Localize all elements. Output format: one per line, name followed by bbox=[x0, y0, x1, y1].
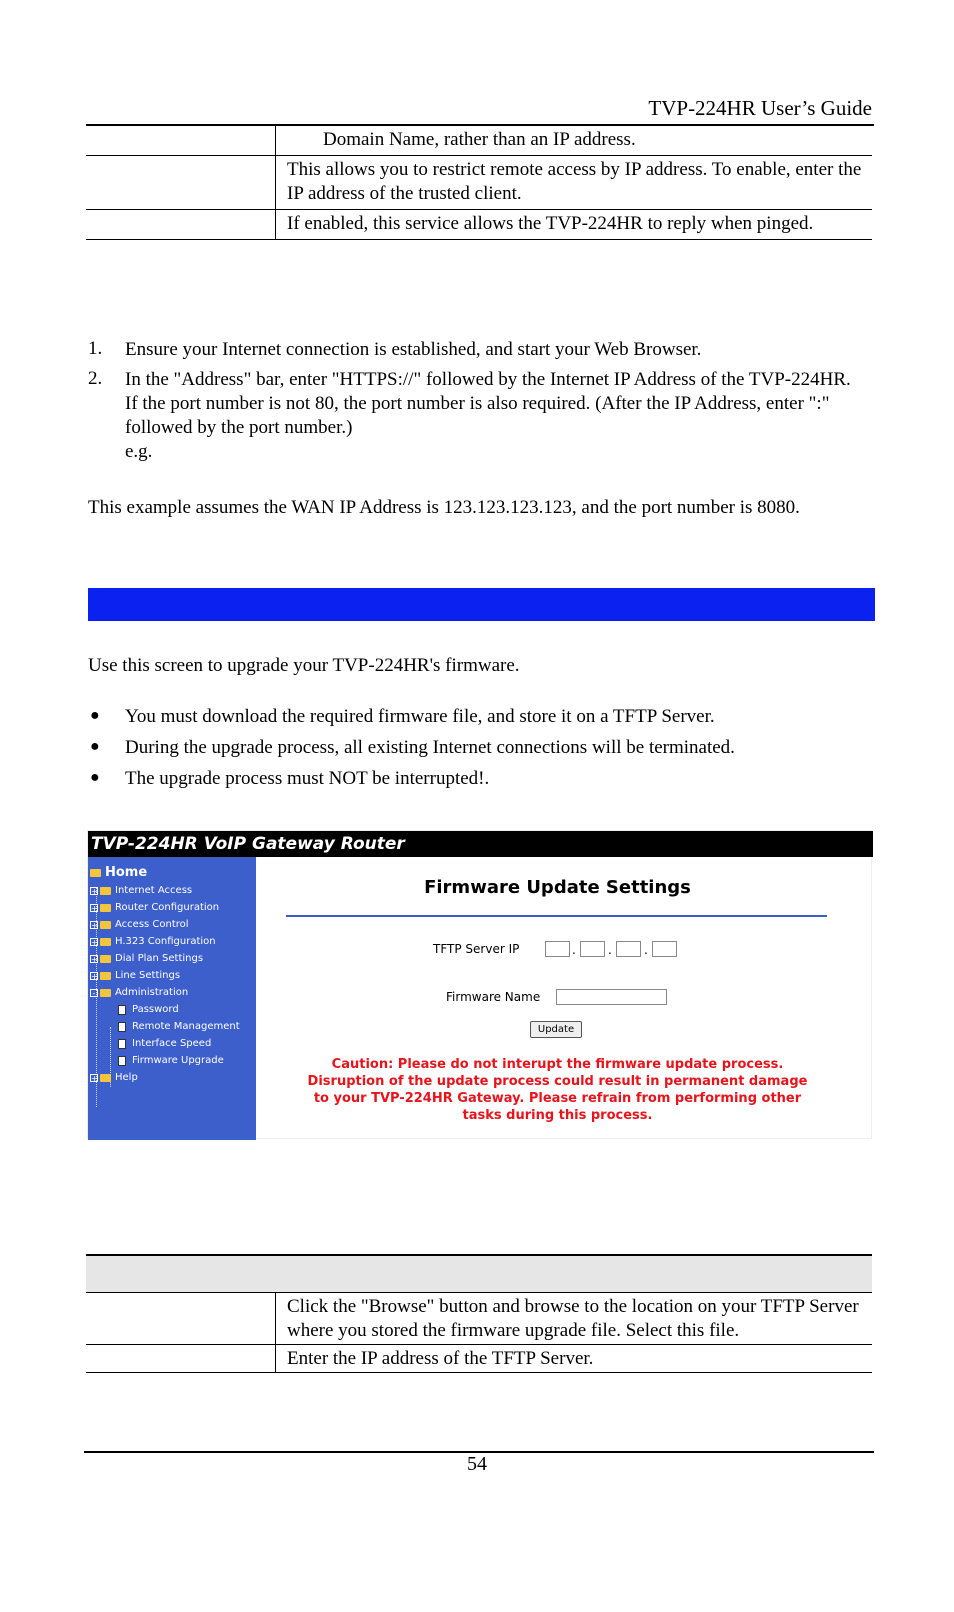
table-text-cell: Domain Name, rather than an IP address. bbox=[323, 129, 636, 150]
example-note: This example assumes the WAN IP Address is 123.123.123.123, and the port number is 8080. bbox=[88, 497, 800, 518]
tftp-ip-octet-4-input[interactable] bbox=[652, 941, 677, 957]
firmware-name-input[interactable] bbox=[556, 989, 667, 1005]
title-divider bbox=[286, 915, 827, 917]
sidebar-item-home[interactable]: Home bbox=[90, 865, 147, 880]
firmware-settings-panel bbox=[256, 857, 873, 1140]
document-icon bbox=[118, 1022, 126, 1032]
firmware-name-label: Firmware Name bbox=[446, 990, 541, 1004]
expand-icon[interactable]: + bbox=[91, 954, 98, 964]
bullet-text: During the upgrade process, all existing Internet connections will be terminated. bbox=[125, 737, 735, 758]
sidebar-item-internet-access[interactable]: + Internet Access bbox=[91, 885, 193, 896]
ip-separator: . bbox=[644, 943, 648, 957]
bullet-icon: ● bbox=[90, 707, 100, 724]
running-header: TVP-224HR User’s Guide bbox=[648, 96, 872, 120]
expand-icon[interactable]: + bbox=[91, 1073, 98, 1083]
sidebar-item-access-control[interactable]: + Access Control bbox=[91, 919, 189, 930]
table-text-cell: Click the "Browse" button and browse to the location on your TFTP Server where you stored the firmware upgrade file. Select this file. bbox=[287, 1296, 859, 1341]
tftp-ip-octet-3-input[interactable] bbox=[616, 941, 641, 957]
tftp-ip-octet-1-input[interactable] bbox=[545, 941, 570, 957]
settings-table-top bbox=[86, 126, 872, 240]
update-button[interactable]: Update bbox=[530, 1021, 582, 1038]
table-row bbox=[86, 1293, 872, 1345]
settings-table-firmware bbox=[86, 1293, 872, 1373]
sidebar-nav bbox=[88, 857, 256, 1140]
expand-icon[interactable]: + bbox=[91, 920, 98, 930]
folder-open-icon bbox=[100, 989, 111, 997]
firmware-upgrade-screenshot bbox=[87, 830, 872, 1139]
step-number: 1. bbox=[88, 338, 103, 359]
expand-icon[interactable]: + bbox=[91, 903, 98, 913]
table-text-cell: Enter the IP address of the TFTP Server. bbox=[287, 1348, 594, 1369]
ip-separator: . bbox=[572, 943, 576, 957]
sidebar-item-router-configuration[interactable]: + Router Configuration bbox=[91, 902, 220, 913]
intro-text: Use this screen to upgrade your TVP-224HR's firmware. bbox=[88, 655, 520, 676]
table-label-cell bbox=[86, 1345, 276, 1373]
table-row bbox=[86, 156, 872, 210]
expand-icon[interactable]: + bbox=[91, 886, 98, 896]
document-icon bbox=[118, 1056, 126, 1066]
document-icon bbox=[118, 1039, 126, 1049]
tftp-server-ip-label: TFTP Server IP bbox=[433, 942, 520, 956]
bullet-icon: ● bbox=[90, 769, 100, 786]
table-label-cell bbox=[86, 156, 276, 210]
folder-icon bbox=[100, 887, 111, 895]
folder-open-icon bbox=[90, 869, 101, 877]
document-icon bbox=[118, 1005, 126, 1015]
collapse-icon[interactable]: - bbox=[90, 989, 98, 997]
sidebar-item-administration[interactable]: - Administration bbox=[90, 987, 188, 998]
folder-icon bbox=[100, 904, 111, 912]
expand-icon[interactable]: + bbox=[91, 971, 98, 981]
step-text: Ensure your Internet connection is established, and start your Web Browser. bbox=[125, 339, 702, 360]
sidebar-item-password[interactable]: Password bbox=[118, 1004, 179, 1015]
folder-icon bbox=[100, 1074, 111, 1082]
ip-separator: . bbox=[608, 943, 612, 957]
table-label-cell bbox=[86, 1293, 276, 1345]
table-row bbox=[86, 126, 872, 156]
bullet-text: The upgrade process must NOT be interrupted!. bbox=[125, 768, 490, 789]
table-header-bar bbox=[86, 1256, 872, 1292]
router-title-bar: TVP-224HR VoIP Gateway Router bbox=[88, 831, 873, 857]
table-text-cell: This allows you to restrict remote access by IP address. To enable, enter the IP address of the trusted client. bbox=[287, 159, 862, 204]
expand-icon[interactable]: + bbox=[91, 937, 98, 947]
caution-message: Caution: Please do not interupt the firmware update process. Disruption of the update process could result in permanent damage to your TVP-224HR Gateway. Please refrain from performing other tasks during this process. bbox=[307, 1057, 808, 1123]
folder-icon bbox=[100, 972, 111, 980]
tftp-ip-octet-2-input[interactable] bbox=[580, 941, 605, 957]
table-text-cell: If enabled, this service allows the TVP-224HR to reply when pinged. bbox=[287, 213, 814, 234]
sidebar-item-firmware-upgrade[interactable]: Firmware Upgrade bbox=[118, 1055, 224, 1066]
table-label-cell bbox=[86, 126, 276, 156]
step-text: In the "Address" bar, enter "HTTPS://" followed by the Internet IP Address of the TVP-224HR. If the port number is not 80, the port number is also required. (After the IP Address, enter ":" followed by the port number.) bbox=[125, 369, 851, 438]
table-row bbox=[86, 1345, 872, 1373]
table-row bbox=[86, 210, 872, 240]
folder-icon bbox=[100, 938, 111, 946]
sidebar-item-remote-management[interactable]: Remote Management bbox=[118, 1021, 240, 1032]
sidebar-item-help[interactable]: + Help bbox=[91, 1072, 138, 1083]
sidebar-item-line-settings[interactable]: + Line Settings bbox=[91, 970, 181, 981]
section-heading-bar bbox=[88, 588, 875, 621]
page-number: 54 bbox=[467, 1453, 487, 1475]
sidebar-item-interface-speed[interactable]: Interface Speed bbox=[118, 1038, 211, 1049]
sidebar-item-h323-configuration[interactable]: + H.323 Configuration bbox=[91, 936, 216, 947]
folder-icon bbox=[100, 921, 111, 929]
bullet-text: You must download the required firmware file, and store it on a TFTP Server. bbox=[125, 706, 715, 727]
sidebar-item-dial-plan-settings[interactable]: + Dial Plan Settings bbox=[91, 953, 204, 964]
table-label-cell bbox=[86, 210, 276, 240]
step-number: 2. bbox=[88, 368, 103, 389]
bullet-icon: ● bbox=[90, 738, 100, 755]
page-title: Firmware Update Settings bbox=[424, 877, 691, 898]
step-example-label: e.g. bbox=[125, 441, 153, 462]
folder-icon bbox=[100, 955, 111, 963]
